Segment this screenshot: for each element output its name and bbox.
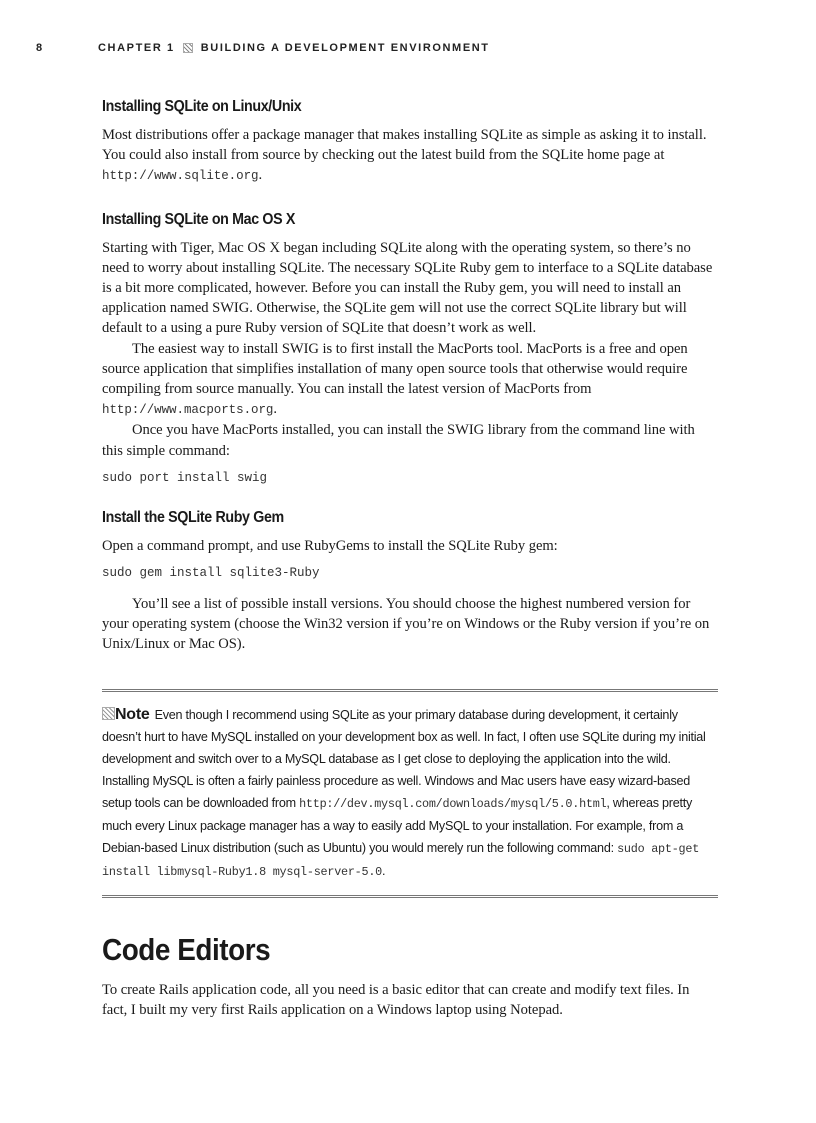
chapter-label: CHAPTER 1 bbox=[98, 42, 175, 54]
code-swig: sudo port install swig bbox=[102, 470, 268, 485]
paragraph-mac-1: Starting with Tiger, Mac OS X began including SQLite along with the operating system, so there’s no need to worry about installing SQLite. The necessary SQLite Ruby gem to interface to a SQLite database is a bit more complicated, however. Before you can install the Ruby gem, you will need to install an application named SWIG. Otherwise, the SQLite gem will not use the correct SQLite library but will default to a using a pure Ruby version of SQLite that doesn’t work as well. bbox=[102, 239, 713, 337]
paragraph-mac-2-end: . bbox=[273, 401, 277, 418]
paragraph-linux-end: . bbox=[258, 167, 263, 184]
paragraph-linux bbox=[102, 125, 718, 187]
chapter-title: BUILDING A DEVELOPMENT ENVIRONMENT bbox=[200, 42, 490, 54]
note-end: . bbox=[382, 863, 386, 878]
heading-gem: Install the SQLite Ruby Gem bbox=[102, 508, 284, 526]
code-gem: sudo gem install sqlite3-Ruby bbox=[102, 566, 320, 581]
paragraph-mac-2 bbox=[102, 339, 718, 421]
note-icon bbox=[102, 707, 115, 720]
paragraph-editors: To create Rails application code, all you need is a basic editor that can create and modify text files. In fact, I built my very first Rails application on a Windows laptop using Notepad. bbox=[102, 981, 690, 1018]
paragraph-linux-text: Most distributions offer a package manager that makes installing SQLite as simple as asking it to install. You could also install from source by checking out the latest build from the SQLite home page at bbox=[102, 127, 707, 164]
apt-command: sudo apt-get install libmysql-Ruby1.8 mysql-server-5.0 bbox=[102, 841, 700, 879]
sqlite-url: http://www.sqlite.org bbox=[102, 169, 259, 184]
macports-url: http://www.macports.org bbox=[102, 403, 274, 418]
note-text-1: Even though I recommend using SQLite as your primary database during development, it certainly doesn’t hurt to have MySQL installed on your development box as well. In fact, I often use SQLite during my initial development and switch over to a MySQL database as I get close to deploying the application into the wild. Installing MySQL is often a fairly painless procedure as well. Windows and Mac users have easy wizard-based setup tools can be downloaded from bbox=[102, 707, 706, 810]
heading-mac: Installing SQLite on Mac OS X bbox=[102, 210, 295, 228]
heading-linux: Installing SQLite on Linux/Unix bbox=[102, 98, 302, 115]
running-header bbox=[36, 42, 796, 54]
note-label: Note bbox=[115, 705, 150, 723]
note-text-2: , whereas pretty much every Linux package manager has a way to easily add MySQL to your installation. For example, from a Debian-based Linux distribution (such as Ubuntu) you would merely run the following command: bbox=[102, 795, 693, 855]
paragraph-mac-3: Once you have MacPorts installed, you can install the SWIG library from the command line with this simple command: bbox=[102, 422, 695, 459]
note-box bbox=[102, 689, 718, 898]
page-number: 8 bbox=[36, 42, 44, 54]
paragraph-gem-2: You’ll see a list of possible install versions. You should choose the highest numbered version for your operating system (choose the Win32 version if you’re on Windows or the Ruby version if you’re on Unix/Linux or Mac OS). bbox=[102, 596, 710, 653]
paragraph-mac-2-text: The easiest way to install SWIG is to first install the MacPorts tool. MacPorts is a free and open source application that simplifies installation of many open source tools that otherwise would require compiling from source manually. You can install the latest version of MacPorts from bbox=[102, 340, 688, 398]
page-content bbox=[102, 98, 718, 1020]
chapter-separator-icon bbox=[183, 43, 193, 53]
heading-code-editors: Code Editors bbox=[102, 931, 271, 967]
mysql-url: http://dev.mysql.com/downloads/mysql/5.0.html bbox=[299, 796, 607, 811]
paragraph-gem-1: Open a command prompt, and use RubyGems to install the SQLite Ruby gem: bbox=[102, 537, 558, 554]
